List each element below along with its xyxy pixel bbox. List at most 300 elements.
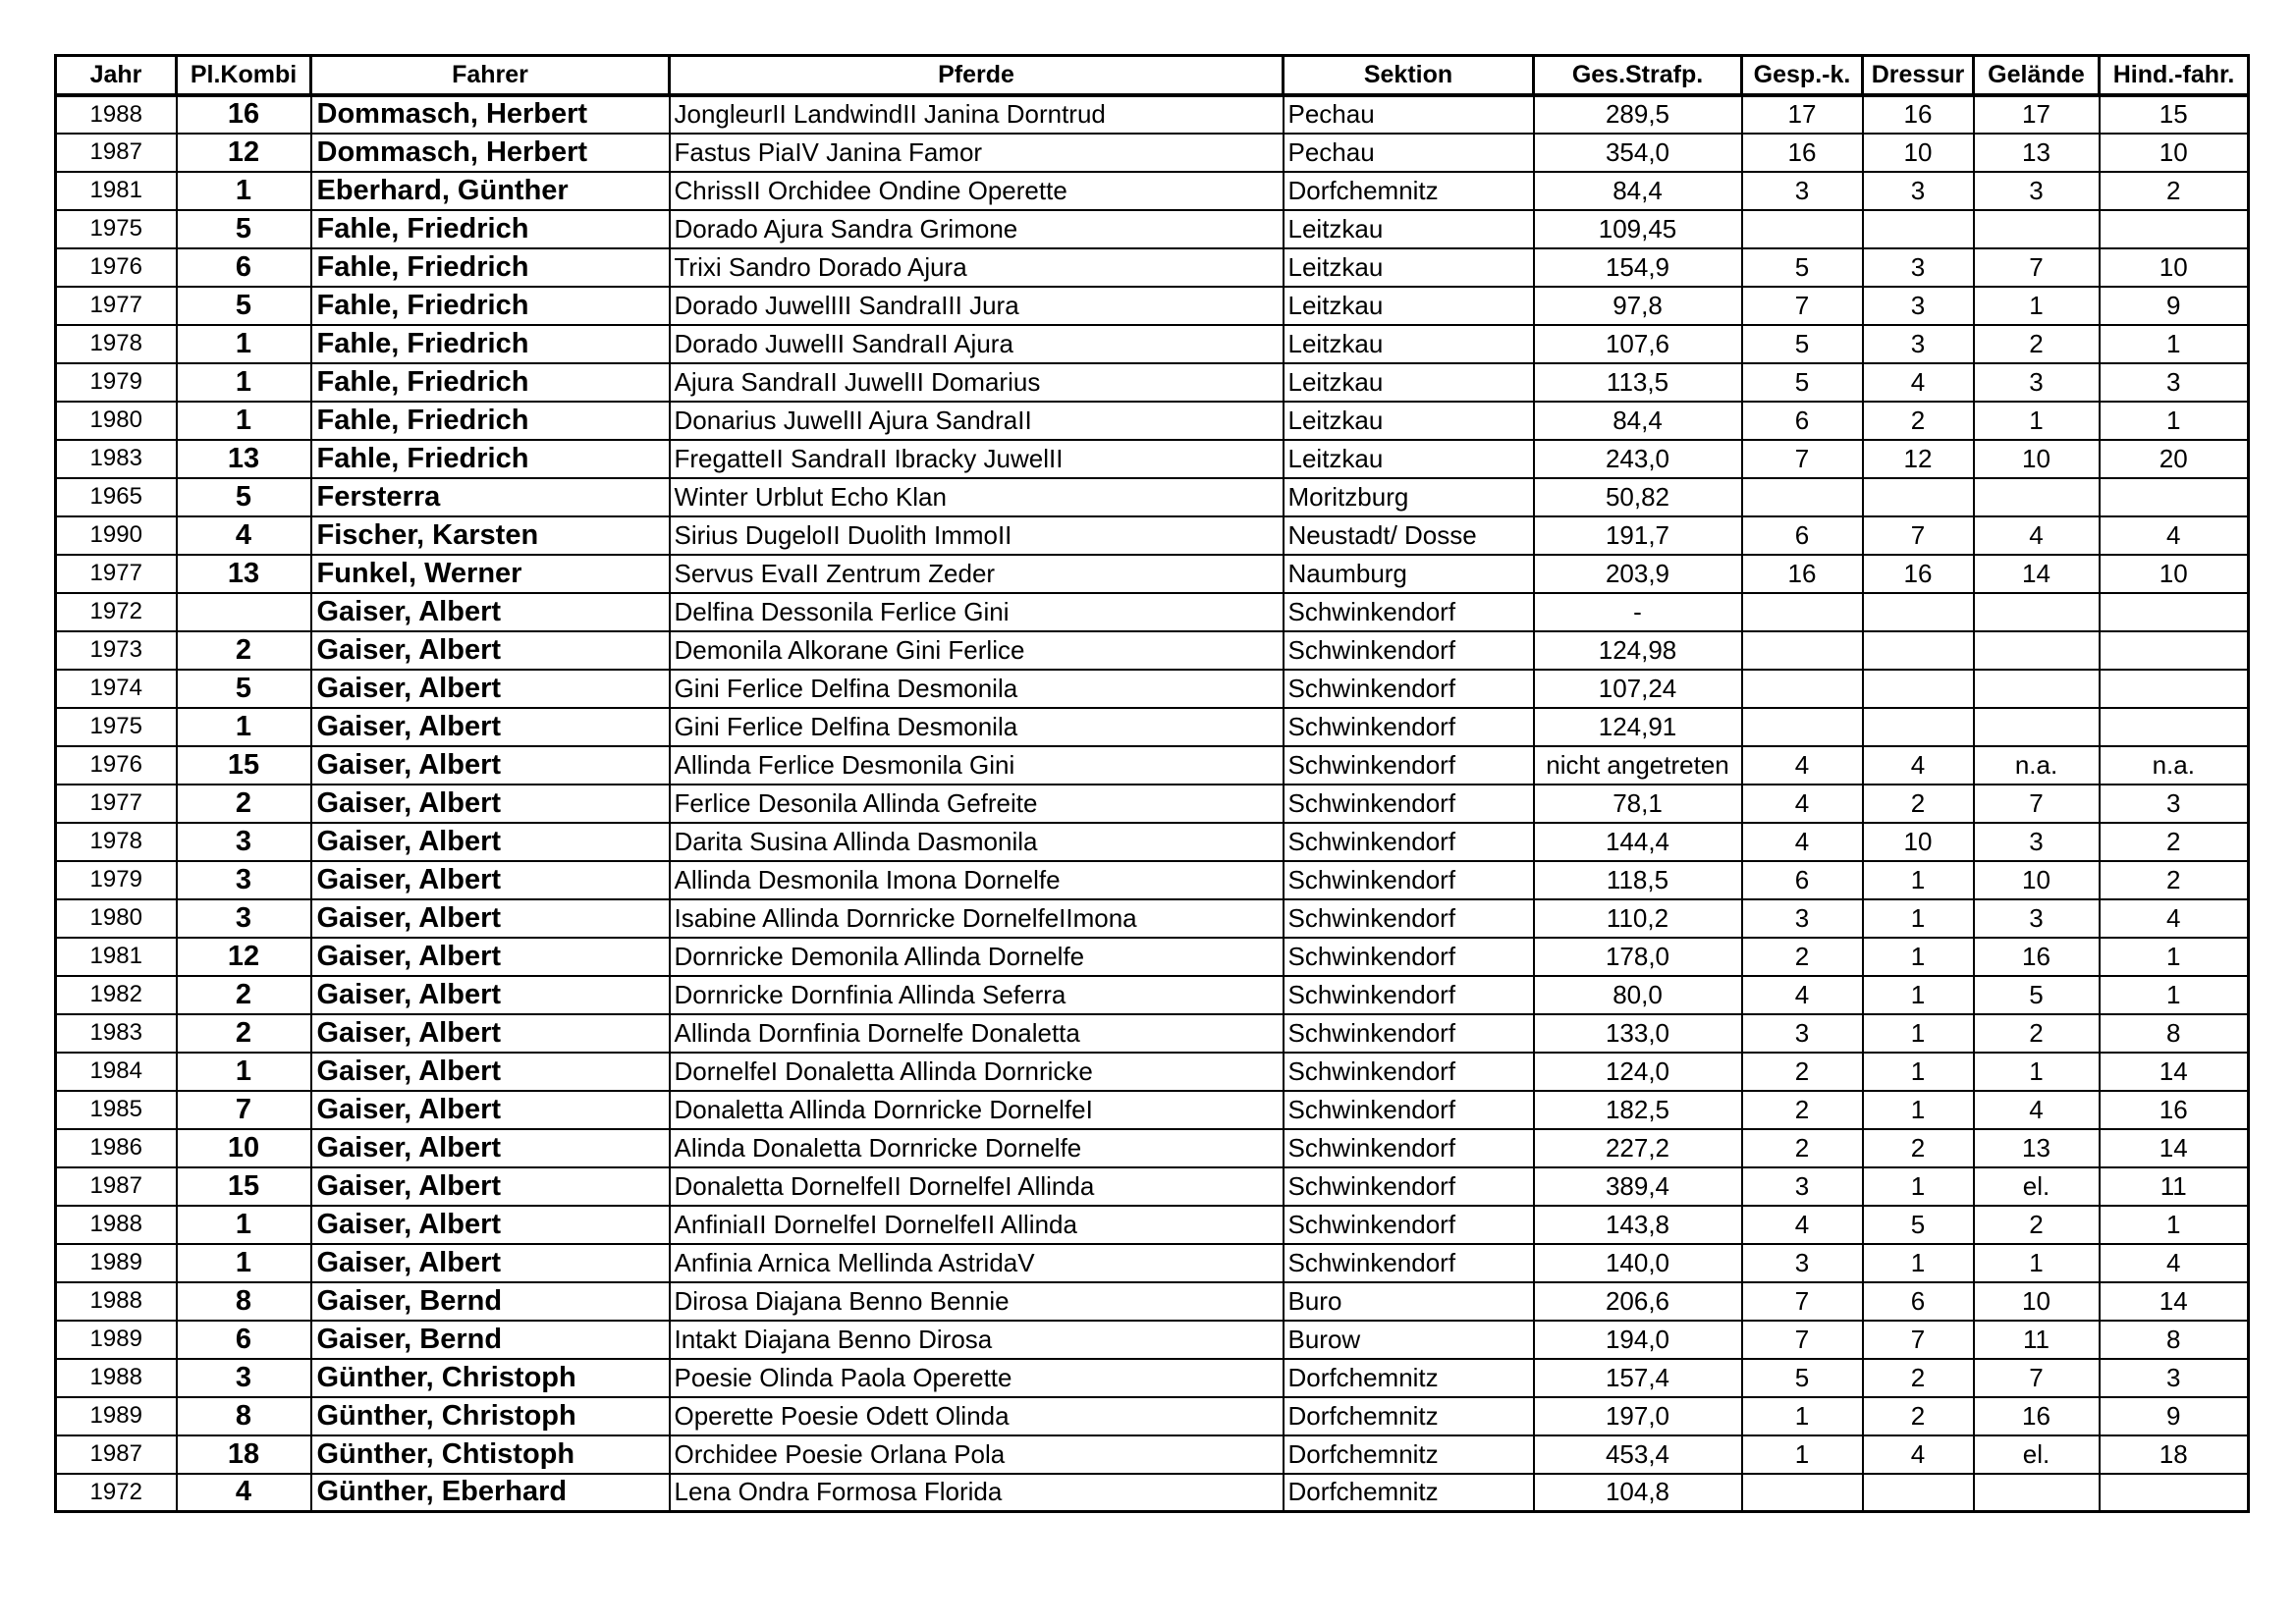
team-score-cell: 4	[1742, 785, 1863, 823]
table-row	[56, 95, 2249, 134]
penalty-total-cell: -	[1534, 593, 1742, 631]
table-row	[56, 861, 2249, 899]
table-row	[56, 938, 2249, 976]
team-score-cell: 6	[1742, 861, 1863, 899]
dressage-cell: 3	[1863, 325, 1974, 363]
obstacle-cell	[2100, 593, 2249, 631]
year-cell: 1981	[56, 938, 177, 976]
table-row	[56, 363, 2249, 402]
year-cell: 1979	[56, 861, 177, 899]
driver-cell: Fahle, Friedrich	[311, 210, 670, 248]
driver-cell: Gaiser, Albert	[311, 1206, 670, 1244]
obstacle-cell: 4	[2100, 899, 2249, 938]
dressage-cell: 6	[1863, 1282, 1974, 1321]
year-cell: 1979	[56, 363, 177, 402]
team-score-cell: 3	[1742, 172, 1863, 210]
year-cell: 1977	[56, 785, 177, 823]
horses-cell: FregatteII SandraII Ibracky JuwelII	[670, 440, 1284, 478]
table-row	[56, 1053, 2249, 1091]
placement-cell: 8	[177, 1282, 311, 1321]
year-cell: 1978	[56, 325, 177, 363]
driver-cell: Günther, Christoph	[311, 1397, 670, 1435]
dressage-cell	[1863, 478, 1974, 516]
dressage-cell: 3	[1863, 287, 1974, 325]
horses-cell: Isabine Allinda Dornricke DornelfeIImona	[670, 899, 1284, 938]
team-score-cell: 6	[1742, 516, 1863, 555]
table-row	[56, 478, 2249, 516]
dressage-cell: 1	[1863, 1014, 1974, 1053]
obstacle-cell	[2100, 670, 2249, 708]
section-cell: Dorfchemnitz	[1284, 172, 1534, 210]
placement-cell: 8	[177, 1397, 311, 1435]
placement-cell: 2	[177, 976, 311, 1014]
terrain-cell: 3	[1974, 823, 2100, 861]
driver-cell: Gaiser, Albert	[311, 1129, 670, 1167]
dressage-cell	[1863, 593, 1974, 631]
driver-cell: Gaiser, Albert	[311, 1091, 670, 1129]
terrain-cell: 13	[1974, 1129, 2100, 1167]
section-cell: Schwinkendorf	[1284, 1014, 1534, 1053]
driver-cell: Fahle, Friedrich	[311, 402, 670, 440]
penalty-total-cell: 203,9	[1534, 555, 1742, 593]
horses-cell: Allinda Desmonila Imona Dornelfe	[670, 861, 1284, 899]
terrain-cell	[1974, 1474, 2100, 1512]
team-score-cell: 16	[1742, 134, 1863, 172]
section-cell: Schwinkendorf	[1284, 861, 1534, 899]
team-score-cell: 5	[1742, 248, 1863, 287]
driver-cell: Gaiser, Albert	[311, 938, 670, 976]
placement-cell: 3	[177, 1359, 311, 1397]
horses-cell: Dirosa Diajana Benno Bennie	[670, 1282, 1284, 1321]
horses-cell: Donaletta Allinda Dornricke DornelfeI	[670, 1091, 1284, 1129]
section-cell: Leitzkau	[1284, 210, 1534, 248]
year-cell: 1972	[56, 593, 177, 631]
section-cell: Burow	[1284, 1321, 1534, 1359]
year-cell: 1988	[56, 1206, 177, 1244]
year-cell: 1982	[56, 976, 177, 1014]
team-score-cell: 1	[1742, 1435, 1863, 1474]
year-cell: 1988	[56, 1282, 177, 1321]
year-cell: 1987	[56, 134, 177, 172]
penalty-total-cell: 144,4	[1534, 823, 1742, 861]
placement-cell: 6	[177, 1321, 311, 1359]
terrain-cell: 5	[1974, 976, 2100, 1014]
obstacle-cell: 10	[2100, 248, 2249, 287]
table-row	[56, 785, 2249, 823]
placement-cell: 5	[177, 287, 311, 325]
obstacle-cell	[2100, 708, 2249, 746]
dressage-cell: 1	[1863, 1167, 1974, 1206]
driver-cell: Günther, Eberhard	[311, 1474, 670, 1512]
driver-cell: Eberhard, Günther	[311, 172, 670, 210]
terrain-cell	[1974, 593, 2100, 631]
terrain-cell: 3	[1974, 172, 2100, 210]
year-cell: 1990	[56, 516, 177, 555]
placement-cell: 6	[177, 248, 311, 287]
table-row	[56, 670, 2249, 708]
obstacle-cell: 15	[2100, 95, 2249, 134]
team-score-cell: 2	[1742, 1129, 1863, 1167]
year-cell: 1983	[56, 1014, 177, 1053]
year-cell: 1980	[56, 899, 177, 938]
section-cell: Schwinkendorf	[1284, 1244, 1534, 1282]
table-row	[56, 976, 2249, 1014]
terrain-cell: 7	[1974, 248, 2100, 287]
dressage-cell: 7	[1863, 1321, 1974, 1359]
table-row	[56, 1014, 2249, 1053]
penalty-total-cell: 124,98	[1534, 631, 1742, 670]
team-score-cell: 3	[1742, 1244, 1863, 1282]
obstacle-cell: 4	[2100, 1244, 2249, 1282]
table-row	[56, 1244, 2249, 1282]
horses-cell: AnfiniaII DornelfeI DornelfeII Allinda	[670, 1206, 1284, 1244]
penalty-total-cell: 389,4	[1534, 1167, 1742, 1206]
penalty-total-cell: 143,8	[1534, 1206, 1742, 1244]
placement-cell: 4	[177, 1474, 311, 1512]
dressage-cell: 16	[1863, 95, 1974, 134]
obstacle-cell	[2100, 478, 2249, 516]
terrain-cell: 7	[1974, 785, 2100, 823]
table-row	[56, 516, 2249, 555]
driver-cell: Gaiser, Albert	[311, 1167, 670, 1206]
horses-cell: Allinda Dornfinia Dornelfe Donaletta	[670, 1014, 1284, 1053]
year-cell: 1973	[56, 631, 177, 670]
dressage-cell	[1863, 708, 1974, 746]
dressage-cell: 7	[1863, 516, 1974, 555]
terrain-cell	[1974, 478, 2100, 516]
placement-cell: 1	[177, 1244, 311, 1282]
dressage-cell: 3	[1863, 248, 1974, 287]
obstacle-cell: 1	[2100, 402, 2249, 440]
terrain-cell: 16	[1974, 1397, 2100, 1435]
dressage-cell	[1863, 670, 1974, 708]
placement-cell: 3	[177, 861, 311, 899]
horses-cell: Lena Ondra Formosa Florida	[670, 1474, 1284, 1512]
penalty-total-cell: 206,6	[1534, 1282, 1742, 1321]
section-cell: Schwinkendorf	[1284, 746, 1534, 785]
horses-cell: Donaletta DornelfeII DornelfeI Allinda	[670, 1167, 1284, 1206]
horses-cell: Alinda Donaletta Dornricke Dornelfe	[670, 1129, 1284, 1167]
section-cell: Pechau	[1284, 134, 1534, 172]
table-row	[56, 1359, 2249, 1397]
year-cell: 1975	[56, 708, 177, 746]
results-table	[54, 54, 2250, 1513]
terrain-cell: 3	[1974, 363, 2100, 402]
year-cell: 1972	[56, 1474, 177, 1512]
terrain-cell: 1	[1974, 287, 2100, 325]
obstacle-cell: 14	[2100, 1053, 2249, 1091]
driver-cell: Gaiser, Albert	[311, 861, 670, 899]
driver-cell: Dommasch, Herbert	[311, 134, 670, 172]
year-cell: 1965	[56, 478, 177, 516]
horses-cell: Dorado Ajura Sandra Grimone	[670, 210, 1284, 248]
obstacle-cell: 1	[2100, 325, 2249, 363]
horses-cell: Intakt Diajana Benno Dirosa	[670, 1321, 1284, 1359]
section-cell: Schwinkendorf	[1284, 785, 1534, 823]
penalty-total-cell: 97,8	[1534, 287, 1742, 325]
obstacle-cell: 4	[2100, 516, 2249, 555]
obstacle-cell: 11	[2100, 1167, 2249, 1206]
terrain-cell: 3	[1974, 899, 2100, 938]
horses-cell: Orchidee Poesie Orlana Pola	[670, 1435, 1284, 1474]
terrain-cell	[1974, 708, 2100, 746]
header-fahrer: Fahrer	[311, 56, 670, 95]
driver-cell: Gaiser, Albert	[311, 823, 670, 861]
team-score-cell: 2	[1742, 1053, 1863, 1091]
header-pl-kombi: Pl.Kombi	[177, 56, 311, 95]
dressage-cell: 4	[1863, 746, 1974, 785]
team-score-cell: 17	[1742, 95, 1863, 134]
team-score-cell	[1742, 593, 1863, 631]
year-cell: 1987	[56, 1435, 177, 1474]
section-cell: Leitzkau	[1284, 248, 1534, 287]
driver-cell: Gaiser, Bernd	[311, 1282, 670, 1321]
year-cell: 1989	[56, 1321, 177, 1359]
dressage-cell: 3	[1863, 172, 1974, 210]
terrain-cell: 4	[1974, 516, 2100, 555]
placement-cell: 1	[177, 1206, 311, 1244]
terrain-cell: 1	[1974, 1244, 2100, 1282]
obstacle-cell: 2	[2100, 861, 2249, 899]
team-score-cell	[1742, 631, 1863, 670]
dressage-cell: 10	[1863, 823, 1974, 861]
terrain-cell: 10	[1974, 440, 2100, 478]
obstacle-cell: 14	[2100, 1282, 2249, 1321]
table-row	[56, 1321, 2249, 1359]
terrain-cell	[1974, 670, 2100, 708]
table-row	[56, 325, 2249, 363]
placement-cell: 1	[177, 1053, 311, 1091]
driver-cell: Gaiser, Albert	[311, 631, 670, 670]
team-score-cell: 3	[1742, 1167, 1863, 1206]
penalty-total-cell: 107,6	[1534, 325, 1742, 363]
horses-cell: Operette Poesie Odett Olinda	[670, 1397, 1284, 1435]
penalty-total-cell: 118,5	[1534, 861, 1742, 899]
header-row	[56, 56, 2249, 95]
terrain-cell: el.	[1974, 1435, 2100, 1474]
section-cell: Leitzkau	[1284, 363, 1534, 402]
placement-cell: 5	[177, 478, 311, 516]
penalty-total-cell: 194,0	[1534, 1321, 1742, 1359]
horses-cell: JongleurII LandwindII Janina Dorntrud	[670, 95, 1284, 134]
year-cell: 1980	[56, 402, 177, 440]
terrain-cell: 16	[1974, 938, 2100, 976]
section-cell: Schwinkendorf	[1284, 670, 1534, 708]
dressage-cell: 2	[1863, 1397, 1974, 1435]
section-cell: Dorfchemnitz	[1284, 1397, 1534, 1435]
table-row	[56, 1282, 2249, 1321]
table-row	[56, 1435, 2249, 1474]
terrain-cell: 10	[1974, 861, 2100, 899]
table-row	[56, 248, 2249, 287]
horses-cell: Allinda Ferlice Desmonila Gini	[670, 746, 1284, 785]
driver-cell: Dommasch, Herbert	[311, 95, 670, 134]
horses-cell: Winter Urblut Echo Klan	[670, 478, 1284, 516]
team-score-cell: 2	[1742, 1091, 1863, 1129]
team-score-cell: 4	[1742, 976, 1863, 1014]
obstacle-cell: 9	[2100, 287, 2249, 325]
dressage-cell: 5	[1863, 1206, 1974, 1244]
team-score-cell: 7	[1742, 1282, 1863, 1321]
penalty-total-cell: 124,91	[1534, 708, 1742, 746]
driver-cell: Gaiser, Albert	[311, 1053, 670, 1091]
table-row	[56, 1206, 2249, 1244]
year-cell: 1981	[56, 172, 177, 210]
placement-cell: 2	[177, 631, 311, 670]
penalty-total-cell: 109,45	[1534, 210, 1742, 248]
penalty-total-cell: 157,4	[1534, 1359, 1742, 1397]
placement-cell: 18	[177, 1435, 311, 1474]
table-row	[56, 1091, 2249, 1129]
obstacle-cell: n.a.	[2100, 746, 2249, 785]
year-cell: 1987	[56, 1167, 177, 1206]
year-cell: 1989	[56, 1397, 177, 1435]
table-row	[56, 287, 2249, 325]
penalty-total-cell: 84,4	[1534, 402, 1742, 440]
horses-cell: Dornricke Demonila Allinda Dornelfe	[670, 938, 1284, 976]
section-cell: Schwinkendorf	[1284, 631, 1534, 670]
team-score-cell: 1	[1742, 1397, 1863, 1435]
driver-cell: Fersterra	[311, 478, 670, 516]
placement-cell: 7	[177, 1091, 311, 1129]
section-cell: Dorfchemnitz	[1284, 1435, 1534, 1474]
year-cell: 1985	[56, 1091, 177, 1129]
obstacle-cell: 10	[2100, 134, 2249, 172]
placement-cell: 12	[177, 134, 311, 172]
dressage-cell	[1863, 631, 1974, 670]
section-cell: Schwinkendorf	[1284, 823, 1534, 861]
penalty-total-cell: 191,7	[1534, 516, 1742, 555]
driver-cell: Gaiser, Albert	[311, 746, 670, 785]
table-body	[56, 95, 2249, 1512]
table-row	[56, 1474, 2249, 1512]
driver-cell: Günther, Christoph	[311, 1359, 670, 1397]
table-row	[56, 555, 2249, 593]
obstacle-cell: 10	[2100, 555, 2249, 593]
placement-cell: 2	[177, 1014, 311, 1053]
year-cell: 1988	[56, 1359, 177, 1397]
header-jahr: Jahr	[56, 56, 177, 95]
dressage-cell: 2	[1863, 1359, 1974, 1397]
obstacle-cell: 8	[2100, 1321, 2249, 1359]
year-cell: 1983	[56, 440, 177, 478]
obstacle-cell	[2100, 1474, 2249, 1512]
obstacle-cell: 16	[2100, 1091, 2249, 1129]
dressage-cell: 1	[1863, 899, 1974, 938]
table-row	[56, 899, 2249, 938]
driver-cell: Gaiser, Albert	[311, 785, 670, 823]
header-gelaende: Gelände	[1974, 56, 2100, 95]
horses-cell: Dorado JuwelIII SandraIII Jura	[670, 287, 1284, 325]
penalty-total-cell: 354,0	[1534, 134, 1742, 172]
terrain-cell: 1	[1974, 402, 2100, 440]
dressage-cell: 1	[1863, 1053, 1974, 1091]
driver-cell: Fahle, Friedrich	[311, 287, 670, 325]
dressage-cell	[1863, 210, 1974, 248]
terrain-cell: 14	[1974, 555, 2100, 593]
terrain-cell	[1974, 631, 2100, 670]
table-row	[56, 440, 2249, 478]
table-row	[56, 1167, 2249, 1206]
team-score-cell	[1742, 210, 1863, 248]
team-score-cell: 7	[1742, 440, 1863, 478]
placement-cell: 15	[177, 1167, 311, 1206]
obstacle-cell: 9	[2100, 1397, 2249, 1435]
penalty-total-cell: 78,1	[1534, 785, 1742, 823]
section-cell: Schwinkendorf	[1284, 1053, 1534, 1091]
driver-cell: Gaiser, Albert	[311, 1014, 670, 1053]
horses-cell: Darita Susina Allinda Dasmonila	[670, 823, 1284, 861]
terrain-cell: 2	[1974, 1206, 2100, 1244]
section-cell: Schwinkendorf	[1284, 1091, 1534, 1129]
section-cell: Schwinkendorf	[1284, 976, 1534, 1014]
penalty-total-cell: 110,2	[1534, 899, 1742, 938]
team-score-cell	[1742, 478, 1863, 516]
penalty-total-cell: 50,82	[1534, 478, 1742, 516]
obstacle-cell: 1	[2100, 976, 2249, 1014]
table-row	[56, 746, 2249, 785]
obstacle-cell	[2100, 631, 2249, 670]
dressage-cell: 16	[1863, 555, 1974, 593]
driver-cell: Gaiser, Albert	[311, 1244, 670, 1282]
horses-cell: Ajura SandraII JuwelII Domarius	[670, 363, 1284, 402]
horses-cell: Poesie Olinda Paola Operette	[670, 1359, 1284, 1397]
terrain-cell: el.	[1974, 1167, 2100, 1206]
penalty-total-cell: 107,24	[1534, 670, 1742, 708]
terrain-cell: n.a.	[1974, 746, 2100, 785]
dressage-cell: 2	[1863, 785, 1974, 823]
horses-cell: Demonila Alkorane Gini Ferlice	[670, 631, 1284, 670]
section-cell: Schwinkendorf	[1284, 593, 1534, 631]
section-cell: Leitzkau	[1284, 440, 1534, 478]
placement-cell: 5	[177, 670, 311, 708]
table-row	[56, 1129, 2249, 1167]
year-cell: 1976	[56, 746, 177, 785]
dressage-cell: 10	[1863, 134, 1974, 172]
obstacle-cell: 2	[2100, 823, 2249, 861]
horses-cell: ChrissII Orchidee Ondine Operette	[670, 172, 1284, 210]
penalty-total-cell: 289,5	[1534, 95, 1742, 134]
table-row	[56, 1397, 2249, 1435]
penalty-total-cell: 124,0	[1534, 1053, 1742, 1091]
obstacle-cell: 18	[2100, 1435, 2249, 1474]
driver-cell: Fahle, Friedrich	[311, 248, 670, 287]
section-cell: Schwinkendorf	[1284, 938, 1534, 976]
driver-cell: Fischer, Karsten	[311, 516, 670, 555]
team-score-cell: 2	[1742, 938, 1863, 976]
obstacle-cell: 3	[2100, 785, 2249, 823]
dressage-cell: 2	[1863, 1129, 1974, 1167]
team-score-cell	[1742, 708, 1863, 746]
team-score-cell: 7	[1742, 287, 1863, 325]
driver-cell: Fahle, Friedrich	[311, 440, 670, 478]
section-cell: Naumburg	[1284, 555, 1534, 593]
team-score-cell: 16	[1742, 555, 1863, 593]
obstacle-cell: 3	[2100, 363, 2249, 402]
dressage-cell: 4	[1863, 1435, 1974, 1474]
terrain-cell: 2	[1974, 325, 2100, 363]
terrain-cell: 11	[1974, 1321, 2100, 1359]
placement-cell: 3	[177, 899, 311, 938]
penalty-total-cell: 178,0	[1534, 938, 1742, 976]
year-cell: 1975	[56, 210, 177, 248]
horses-cell: Delfina Dessonila Ferlice Gini	[670, 593, 1284, 631]
year-cell: 1974	[56, 670, 177, 708]
year-cell: 1977	[56, 555, 177, 593]
section-cell: Leitzkau	[1284, 402, 1534, 440]
team-score-cell: 4	[1742, 823, 1863, 861]
obstacle-cell: 2	[2100, 172, 2249, 210]
